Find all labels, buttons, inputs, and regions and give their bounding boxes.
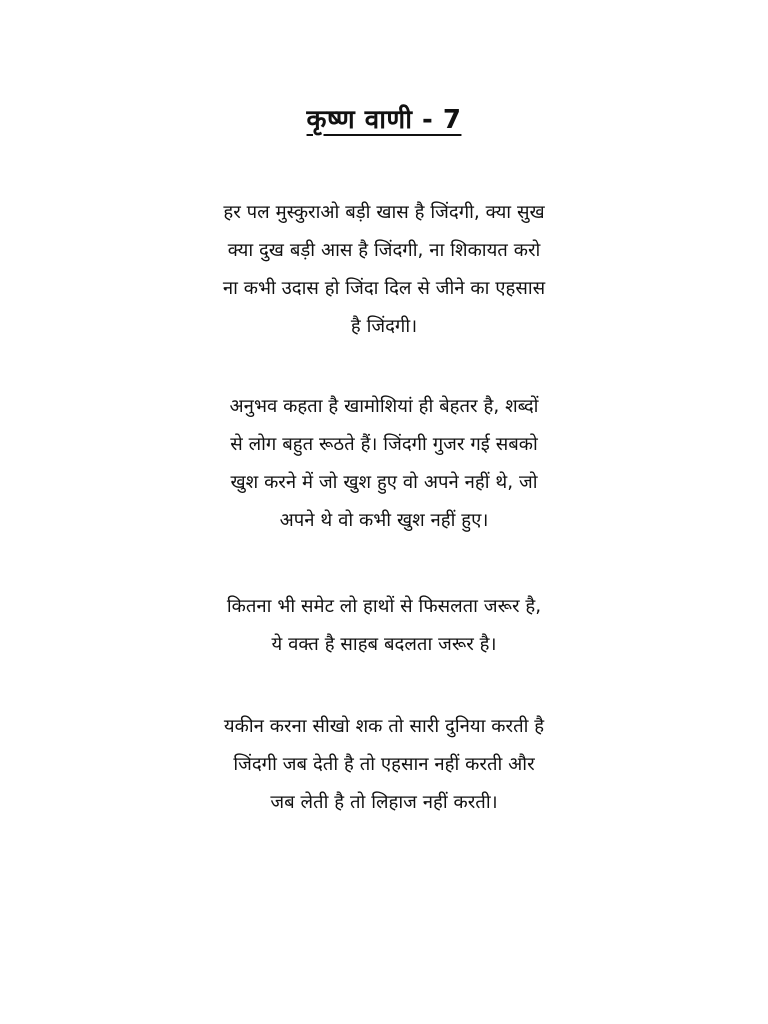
- page-title: कृष्ण वाणी - 7: [306, 105, 462, 135]
- paragraph-1: [174, 194, 594, 346]
- paragraph-line: यकीन करना सीखो शक तो सारी दुनिया करती है: [223, 716, 545, 737]
- paragraph-line: से लोग बहुत रूठते हैं। जिंदगी गुजर गई सबको: [230, 434, 538, 455]
- paragraph-2: [174, 388, 594, 540]
- paragraph-3: [174, 588, 594, 664]
- paragraph-line: ना कभी उदास हो जिंदा दिल से जीने का एहसास: [222, 278, 546, 299]
- paragraph-line: है जिंदगी।: [350, 316, 418, 337]
- paragraph-line: अपने थे वो कभी खुश नहीं हुए।: [279, 510, 489, 531]
- paragraph-line: कितना भी समेट लो हाथों से फिसलता जरूर है,: [226, 596, 542, 617]
- paragraph-line: हर पल मुस्कुराओ बड़ी खास है जिंदगी, क्या सुख: [223, 202, 545, 223]
- paragraph-line: जिंदगी जब देती है तो एहसान नहीं करती और: [233, 754, 535, 775]
- paragraph-line: अनुभव कहता है खामोशियां ही बेहतर है, शब्दों: [229, 396, 539, 417]
- paragraph-line: खुश करने में जो खुश हुए वो अपने नहीं थे, जो: [230, 472, 538, 493]
- paragraph-4: [174, 708, 594, 822]
- paragraph-line: जब लेती है तो लिहाज नहीं करती।: [270, 792, 498, 813]
- paragraph-line: क्या दुख बड़ी आस है जिंदगी, ना शिकायत करो: [227, 240, 541, 261]
- paragraph-line: ये वक्त है साहब बदलता जरूर है।: [271, 634, 497, 655]
